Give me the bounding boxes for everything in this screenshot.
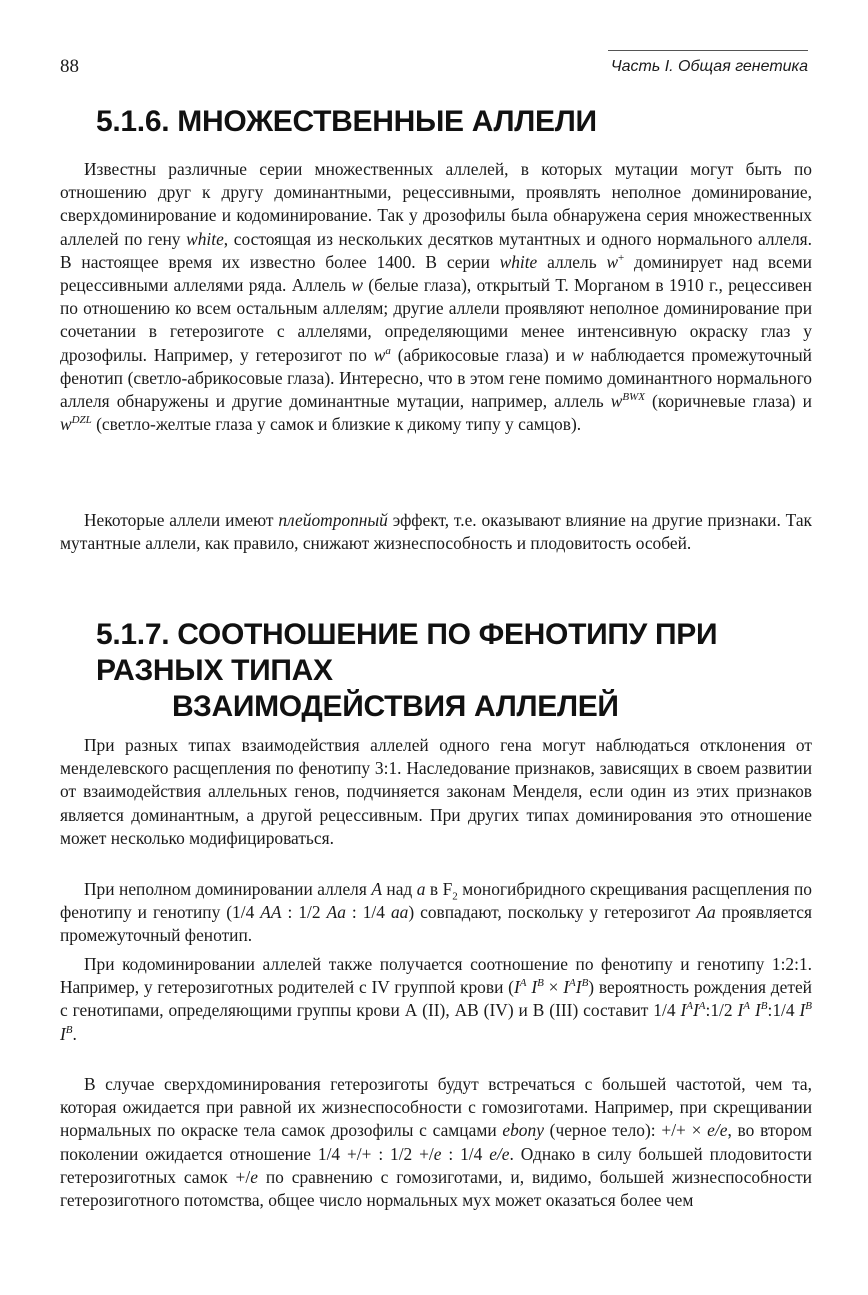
paragraph-overdominance: В случае сверхдоминирования гетерозиготы будут встречаться с большей частотой, чем та, которая ожидается при равной их жизнеспособности с гомозиготами. Например, при скрещивании нормальных по окраске тела самок дрозофилы с самцами ebony (черное тело): +/+ × e/e, во втором поколении ожидается отношение 1/4 +/+ : 1/2 +/e : 1/4 e/e. Однако в силу большей плодовитости гетерозиготных самок +/e по сравнению с гомозиготами, и, видимо, большей жизнеспособности гетерозиготного потомства, общее число нормальных мух может оказаться более чем	[60, 1074, 812, 1211]
paragraph-incomplete-dominance: При неполном доминировании аллеля A над a в $F_2$ моногибридного скрещивания расщепления по фенотипу и генотипу (1/4 AA : 1/2 Aa : 1/4 aa) совпадают, поскольку у гетерозигот Aa проявляется промежуточный фенотип.	[60, 879, 813, 946]
heading-line-1: 5.1.7. СООТНОШЕНИЕ ПО ФЕНОТИПУ ПРИ РАЗНЫХ ТИПАХ	[96, 618, 718, 687]
running-title: Часть I. Общая генетика	[610, 58, 808, 75]
page-number: 88	[60, 56, 79, 77]
paragraph-pleiotropy: Некоторые аллели имеют плейотропный эффект, т.е. оказывают влияние на другие признаки. Так мутантные аллели, как правило, снижают жизнеспособность и плодовитость особей.	[60, 510, 813, 554]
heading-line-2: ВЗАИМОДЕЙСТВИЯ АЛЛЕЛЕЙ	[172, 690, 619, 723]
paragraph-multiple-alleles: Известны различные серии множественных аллелей, в которых мутации могут быть по отношению друг к другу доминантными, рецессивными, проявлять неполное доминирование, сверхдоминирование и кодоминирование. Так у дрозофилы была обнаружена серия множественных аллелей по гену white, состоящая из нескольких десятков мутантных и одного нормального аллеля. В настоящее время их известно более 1400. В серии white аллель w+ доминирует над всеми рецессивными аллелями ряда. Аллель w (белые глаза), открытый Т. Морганом в 1910 г., рецессивен по отношению ко всем остальным аллелям; другие аллели проявляют неполное доминирование при сочетании в гетерозиготе с аллелями, определяющими менее интенсивную окраску глаз у дрозофилы. Например, у гетерозигот по $w^a$ (абрикосовые глаза) и w наблюдается промежуточный фенотип (светло-абрикосовые глаза). Интересно, что в этом гене помимо доминантного нормального аллеля обнаружены и другие доминантные мутации, например, аллель $w^{BWX}$ (коричневые глаза) и $w^{DZL}$ (светло-желтые глаза у самок и близкие к дикому типу у самцов).	[60, 159, 812, 435]
header-rule	[608, 50, 808, 51]
section-heading-5-1-6: 5.1.6. МНОЖЕСТВЕННЫЕ АЛЛЕЛИ	[96, 105, 597, 138]
paragraph-codominance: При кодоминировании аллелей также получается соотношение по фенотипу и генотипу 1:2:1. Например, у гетерозиготных родителей с IV группой крови ($I^A$ $I^B \times I^AI^B$) вероятность рождения детей с генотипами, определяющими группы крови А (II), АВ (IV) и В (III) составит 1/4 $I^AI^A:1/2$ $I^A$ $I^B:1/4$ $I^B$ $I^B$.	[60, 954, 812, 1044]
running-head	[60, 56, 808, 84]
paragraph-interaction-types: При разных типах взаимодействия аллелей одного гена могут наблюдаться отклонения от менделевского расщепления по фенотипу 3:1. Наследование признаков, зависящих в своем развитии от взаимодействия аллельных генов, подчиняется законам Менделя, если один из этих признаков является доминантным, а другой рецессивным. При других типах доминирования это отношение может несколько модифицироваться.	[60, 735, 812, 848]
section-heading-5-1-7	[96, 617, 816, 725]
